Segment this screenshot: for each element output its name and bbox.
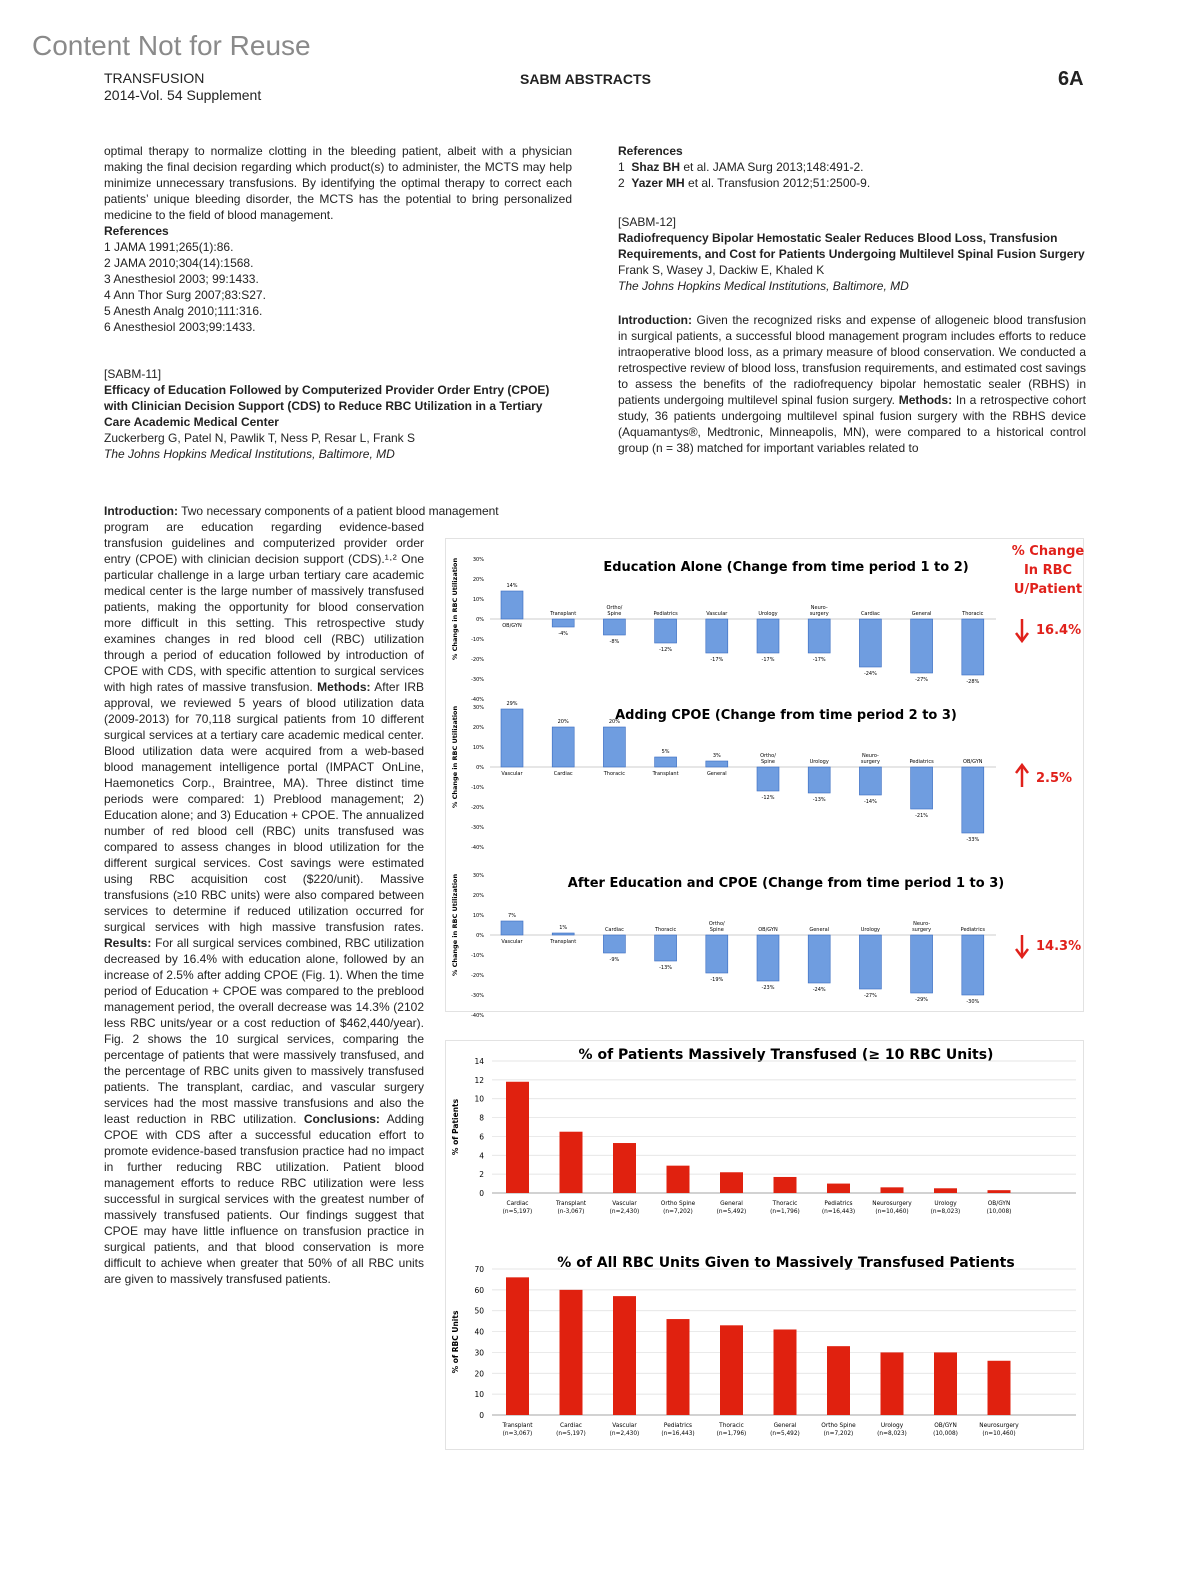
category-n-label: (10,008): [933, 1431, 958, 1437]
category-n-label: (n=7,202): [823, 1431, 854, 1437]
bar: [827, 1346, 850, 1415]
y-tick-label: -20%: [471, 805, 484, 811]
data-label: -14%: [863, 799, 877, 805]
y-tick-label: -30%: [471, 825, 484, 831]
data-label: 20%: [557, 719, 569, 725]
category-label: Cardiac: [560, 1423, 582, 1429]
category-label: Thoracic: [962, 611, 984, 617]
overall-change-label: 14.3%: [1036, 939, 1082, 954]
category-label: Vascular: [706, 611, 728, 617]
y-tick-label: 0: [479, 1411, 484, 1420]
intro-label: Introduction:: [104, 504, 178, 518]
bar: [667, 1319, 690, 1415]
y-tick-label: -20%: [471, 973, 484, 979]
y-tick-label: 12: [474, 1075, 484, 1085]
bar: [859, 767, 881, 795]
category-label: General: [720, 1201, 743, 1207]
y-axis-label: % of Patients: [451, 1098, 460, 1156]
abstract-title: Radiofrequency Bipolar Hemostatic Sealer Reduces Blood Loss, Transfusion Requirements, and Cost for Patients Undergoing Multilevel Spinal Fusion Surgery: [618, 231, 1085, 261]
arrow-up-icon: [1016, 765, 1028, 787]
bar: [774, 1329, 797, 1415]
bar: [560, 1290, 583, 1415]
bar: [706, 935, 728, 973]
category-label: Cardiac: [604, 927, 624, 933]
data-label: -27%: [915, 677, 929, 683]
chart-title: After Education and CPOE (Change from time period 1 to 3): [567, 876, 1005, 891]
category-n-label: (n=10,460): [982, 1431, 1016, 1437]
data-label: -24%: [812, 987, 826, 993]
right-column-top: [618, 143, 1086, 456]
intro-text-first: Two necessary components of a patient blood management: [177, 504, 499, 518]
figure-1-panel: [445, 538, 1085, 1019]
category-label: Thoracic: [719, 1423, 744, 1429]
abstract-body-wrapped: [104, 519, 424, 1287]
abstract-id: [SABM-12]: [618, 215, 677, 229]
y-tick-label: 6: [479, 1132, 484, 1142]
data-label: 7%: [508, 913, 516, 919]
bar: [552, 727, 574, 767]
data-label: 20%: [608, 719, 620, 725]
category-label: Transplant: [550, 611, 577, 617]
bar: [808, 619, 830, 653]
overall-change-label: 16.4%: [1036, 623, 1082, 638]
category-n-label: (n=16,443): [661, 1431, 695, 1437]
y-tick-label: 2: [479, 1170, 484, 1180]
abstract-title: Efficacy of Education Followed by Computerized Provider Order Entry (CPOE) with Clinician Decision Support (CDS) to Reduce RBC Utilization in a Tertiary Care Academic Medical Center: [104, 383, 550, 429]
category-label: Vascular: [501, 939, 523, 945]
reference-item: 4 Ann Thor Surg 2007;83:S27.: [104, 288, 266, 302]
category-label: Thoracic: [772, 1201, 798, 1207]
category-label: Urology: [934, 1201, 957, 1207]
journal-name: TRANSFUSION: [104, 70, 205, 86]
bar: [774, 1177, 797, 1193]
intro-first-line: [104, 503, 572, 519]
category-label: Ortho/: [708, 921, 725, 927]
y-tick-label: 0: [479, 1189, 484, 1198]
category-label: OB/GYN: [934, 1423, 957, 1429]
y-axis-label: % of RBC Units: [451, 1310, 460, 1374]
methods-text: After IRB approval, we reviewed 5 years of blood utilization data (2009-2013) for 70,118 surgical patients from 10 different surgical services at a tertiary care academic medical center. Blood utilization data were acquired from a web-based blood management intelligence portal (IMPACT OnLine, Haemonetics Corp., Braintree, MA). Three distinct time periods were compared: 1) Preblood management; 2) Education alone; and 3) Education + CPOE. The annualized number of red blood cell (RBC) units transfused was compared to assess changes in blood utilization for the different surgical services. Cost savings were estimated using RBC acquisition cost ($220/unit). Massive transfusions (≥10 RBC units) were also compared between services to determine if reduced utilization occurred for surgical services with high massive transfusion rates.: [104, 680, 424, 934]
category-n-label: (n=3,067): [502, 1431, 533, 1437]
abstract-id: [SABM-11]: [104, 367, 162, 381]
ref-citation: et al. Transfusion 2012;51:2500-9.: [684, 176, 871, 190]
bar: [827, 1184, 850, 1193]
category-label: Vascular: [612, 1423, 637, 1429]
legend-title-line: In RBC: [1023, 563, 1073, 578]
category-n-label: (n=2,430): [609, 1209, 640, 1215]
figure-1-chart: [446, 539, 1085, 1019]
category-label: Pediatrics: [653, 611, 678, 617]
category-n-label: (n=8,023): [877, 1431, 907, 1437]
y-tick-label: -10%: [471, 637, 484, 643]
category-n-label: (n=5,197): [556, 1431, 586, 1437]
overall-change-label: 2.5%: [1036, 771, 1073, 786]
category-label: Pediatrics: [663, 1423, 693, 1429]
bar: [808, 935, 830, 983]
y-axis-label: % Change in RBC Utilization: [451, 557, 459, 661]
data-label: -12%: [761, 795, 775, 801]
y-tick-label: 20: [474, 1369, 484, 1379]
bar: [501, 921, 523, 935]
bar: [506, 1277, 529, 1415]
category-n-label: (n=7,202): [663, 1209, 693, 1215]
data-label: -28%: [966, 679, 980, 685]
arrow-down-icon: [1016, 935, 1028, 957]
bar: [501, 591, 523, 619]
fig2-panel: [451, 1255, 1076, 1437]
bar: [881, 1187, 904, 1193]
reference-item: 2 JAMA 2010;304(14):1568.: [104, 256, 254, 270]
y-tick-label: 0%: [476, 933, 484, 939]
reference-item: [618, 159, 1086, 175]
data-label: -24%: [863, 671, 877, 677]
bar: [911, 767, 933, 809]
category-n-label: (n=5,492): [716, 1209, 747, 1215]
bar: [667, 1166, 690, 1193]
category-label: Thoracic: [654, 927, 677, 933]
abstract-authors: Frank S, Wasey J, Dackiw E, Khaled K: [618, 263, 825, 277]
bar: [757, 935, 779, 981]
bar: [655, 619, 677, 643]
bar: [962, 767, 984, 833]
y-tick-label: -40%: [471, 697, 484, 703]
category-label: OB/GYN: [758, 927, 778, 933]
bar: [706, 761, 728, 767]
category-label: Ortho/: [606, 605, 623, 611]
journal-header: [104, 70, 261, 104]
chart-title: % of Patients Massively Transfused (≥ 10 RBC Units): [578, 1047, 994, 1063]
data-label: -27%: [863, 993, 877, 999]
ref-number: 2: [618, 176, 625, 190]
y-tick-label: 30%: [472, 873, 484, 879]
y-tick-label: 10%: [472, 913, 484, 919]
bar: [911, 619, 933, 673]
chart-title: Adding CPOE (Change from time period 2 to 3): [615, 708, 957, 723]
data-label: -9%: [609, 957, 620, 963]
category-label: General: [911, 611, 932, 617]
bar: [859, 935, 881, 989]
data-label: -21%: [915, 813, 929, 819]
y-tick-label: -30%: [471, 677, 484, 683]
category-n-label: (n=1,796): [716, 1431, 747, 1437]
data-label: -30%: [966, 999, 980, 1005]
y-tick-label: 40: [474, 1327, 484, 1337]
bar: [552, 619, 574, 627]
y-tick-label: -40%: [471, 845, 484, 851]
data-label: -8%: [609, 639, 620, 645]
y-tick-label: 4: [479, 1151, 484, 1161]
figure-2-chart: [446, 1041, 1083, 1449]
bar: [552, 933, 574, 935]
category-n-label: (n=1,796): [770, 1209, 800, 1215]
category-label: General: [773, 1423, 797, 1429]
category-label: Vascular: [612, 1201, 637, 1207]
bar: [720, 1172, 743, 1193]
category-label: Ortho Spine: [821, 1423, 856, 1429]
data-label: -17%: [761, 657, 775, 663]
category-label: Cardiac: [553, 771, 573, 777]
category-label: Transplant: [555, 1201, 587, 1207]
category-n-label: (n=5,492): [770, 1431, 800, 1437]
fig1-panel: [451, 701, 1072, 851]
bar: [506, 1082, 529, 1193]
data-label: 3%: [712, 753, 721, 759]
reference-item: [618, 175, 1086, 191]
bar: [603, 619, 625, 635]
category-label: Urology: [860, 927, 881, 933]
category-label: OB/GYN: [987, 1201, 1011, 1207]
bar: [613, 1296, 636, 1415]
category-label: Transplant: [550, 939, 577, 945]
y-tick-label: 10: [474, 1094, 484, 1104]
category-label: Transplant: [502, 1423, 533, 1429]
bar: [934, 1188, 957, 1193]
data-label: 1%: [559, 925, 568, 931]
results-text: For all surgical services combined, RBC utilization decreased by 16.4% with education alone, followed by an increase of 2.5% after adding CPOE (Fig. 1). When the time period of Education + CPOE was compared to the preblood management period, the overall decrease was 14.3% (2102 less RBC units/year or a cost reduction of $462,440/year). Fig. 2 shows the 10 surgical services, comparing the percentage of patients that were massively transfused, and the percentage of RBC units given to massively transfused patients. The transplant, cardiac, and vascular surgery services had the most massive transfusions and also the least reduction in RBC utilization.: [104, 936, 424, 1126]
data-label: -17%: [710, 657, 724, 663]
y-tick-label: 20%: [472, 893, 484, 899]
y-tick-label: 8: [479, 1113, 484, 1123]
continued-paragraph: optimal therapy to normalize clotting in the bleeding patient, albeit with a physician making the final decision regarding which product(s) to administer, the MCTS may help minimize unnecessary transfusions. By identifying the optimal therapy to correct each patients’ unique bleeding disorder, the MCTS has the potential to bring personalized medicine to the field of blood management.: [104, 144, 572, 222]
references-heading: References: [618, 144, 683, 158]
category-n-label: (n=8,023): [930, 1209, 961, 1215]
legend-title-line: % Change: [1011, 544, 1085, 559]
abstract-affiliation: The Johns Hopkins Medical Institutions, Baltimore, MD: [618, 279, 909, 293]
abstract-authors: Zuckerberg G, Patel N, Pawlik T, Ness P, Resar L, Frank S: [104, 431, 416, 445]
category-label: Urology: [809, 759, 829, 765]
bar: [613, 1143, 636, 1193]
y-axis-label: % Change in RBC Utilization: [451, 873, 459, 977]
ref-citation: et al. JAMA Surg 2013;148:491-2.: [680, 160, 864, 174]
left-column-top: [104, 143, 572, 462]
y-tick-label: 30%: [472, 557, 484, 563]
chart-title: Education Alone (Change from time period 1 to 2): [603, 560, 969, 575]
category-label: Urology: [880, 1423, 904, 1429]
data-label: -29%: [915, 997, 929, 1003]
y-tick-label: 10%: [472, 597, 484, 603]
abstract-affiliation: The Johns Hopkins Medical Institutions, Baltimore, MD: [104, 447, 395, 461]
category-label: surgery: [912, 927, 932, 933]
category-label: Neurosurgery: [872, 1201, 912, 1207]
category-label: surgery: [809, 611, 829, 617]
category-n-label: (n=2,430): [609, 1431, 640, 1437]
y-tick-label: 30: [474, 1348, 484, 1358]
reference-item: 6 Anesthesiol 2003;99:1433.: [104, 320, 256, 334]
journal-volume: 2014-Vol. 54 Supplement: [104, 87, 262, 103]
reference-item: 5 Anesth Analg 2010;111:316.: [104, 304, 263, 318]
fig1-panel: [451, 557, 1081, 703]
category-label: Cardiac: [506, 1201, 529, 1207]
data-label: -23%: [761, 985, 775, 991]
bar: [603, 935, 625, 953]
y-tick-label: 20%: [472, 577, 484, 583]
methods-label: Methods:: [898, 393, 953, 407]
y-tick-label: 60: [474, 1285, 484, 1295]
ref-author: Yazer MH: [631, 176, 685, 190]
data-label: -13%: [659, 965, 673, 971]
abstract-body: [618, 312, 1086, 456]
category-label: surgery: [860, 759, 880, 765]
y-tick-label: -10%: [471, 953, 484, 959]
bar: [603, 727, 625, 767]
bar: [706, 619, 728, 653]
ref-number: 1: [618, 160, 625, 174]
data-label: 14%: [506, 583, 518, 589]
intro-text: program are education regarding evidence-based transfusion guidelines and computerized provider order entry (CPOE) with clinician decision support (CDS).¹·² One particular challenge in a large urban tertiary care academic medical center is the large number of massively transfused patients, making the opportunity for blood conservation more difficult in this setting. This retrospective study examines changes in red blood cell (RBC) utilization through a period of education followed by introduction of CPOE with CDS, with specific attention to surgical services with high rates of massive transfusion.: [104, 520, 424, 694]
category-label: Neuro-: [913, 921, 931, 927]
category-n-label: (n-3,067): [557, 1209, 585, 1215]
category-n-label: (n=16,443): [821, 1209, 856, 1215]
results-label: Results:: [104, 936, 152, 950]
figure-2-panel: [445, 1040, 1084, 1450]
category-label: Urology: [758, 611, 778, 617]
y-axis-label: % Change in RBC Utilization: [451, 705, 459, 809]
bar: [808, 767, 830, 793]
category-label: Pediatrics: [824, 1201, 853, 1207]
category-label: Transplant: [652, 771, 679, 777]
fig1-panel: [451, 873, 1081, 1019]
category-label: Neurosurgery: [979, 1423, 1019, 1429]
bar: [911, 935, 933, 993]
y-tick-label: -30%: [471, 993, 484, 999]
category-label: Thoracic: [603, 771, 626, 777]
category-label: Neuro-: [861, 753, 879, 759]
bar: [859, 619, 881, 667]
category-label: Vascular: [501, 771, 523, 777]
y-tick-label: -10%: [471, 785, 484, 791]
conclusions-text: Adding CPOE with CDS after a successful education effort to promote evidence-based transfusion practice had no impact in further reducing RBC utilization. Patient blood management efforts to reduce RBC utilization were less successful in surgical services with the greatest number of massively transfused patients. Our findings suggest that CPOE may have little influence on transfusion practice in surgical patients, and that blood conservation is more difficult to achieve when greater that 50% of all RBC units are given to massively transfused patients.: [104, 1112, 424, 1286]
data-label: 5%: [661, 749, 670, 755]
category-label: Pediatrics: [909, 759, 934, 765]
section-header: SABM ABSTRACTS: [520, 71, 651, 87]
data-label: -4%: [558, 631, 569, 637]
category-label: General: [706, 771, 727, 777]
category-label: Cardiac: [860, 611, 880, 617]
y-tick-label: -40%: [471, 1013, 484, 1019]
bar: [757, 767, 779, 791]
bar: [962, 935, 984, 995]
y-tick-label: 30%: [472, 705, 484, 711]
data-label: -33%: [966, 837, 980, 843]
intro-text: Given the recognized risks and expense of allogeneic blood transfusion in surgical patients, a successful blood management program includes efforts to reduce intraoperative blood loss, as a primary measure of blood conservation. We conducted a retrospective review of blood loss, transfusion requirements, and estimated cost savings to assess the benefits of the radiofrequency bipolar hemostatic sealer (RBHS) in patients undergoing multilevel spinal fusion surgery.: [618, 313, 1086, 407]
watermark-text: Content Not for Reuse: [32, 30, 311, 61]
bar: [720, 1325, 743, 1415]
y-tick-label: 20%: [472, 725, 484, 731]
y-tick-label: -20%: [471, 657, 484, 663]
methods-label: Methods:: [317, 680, 371, 694]
bar: [934, 1352, 957, 1415]
ref-author: Shaz BH: [631, 160, 681, 174]
category-label: Neuro-: [810, 605, 828, 611]
reference-item: 3 Anesthesiol 2003; 99:1433.: [104, 272, 259, 286]
y-tick-label: 10%: [472, 745, 484, 751]
arrow-down-icon: [1016, 619, 1028, 641]
category-label: General: [809, 927, 830, 933]
bar: [560, 1132, 583, 1193]
y-tick-label: 0%: [476, 765, 484, 771]
data-label: -13%: [812, 797, 826, 803]
category-label: OB/GYN: [963, 759, 983, 765]
y-tick-label: 10: [474, 1390, 484, 1400]
category-label: Ortho/: [760, 753, 776, 759]
bar: [988, 1361, 1011, 1415]
data-label: -17%: [812, 657, 826, 663]
category-n-label: (10,008): [986, 1209, 1012, 1215]
bar: [501, 709, 523, 767]
chart-title: % of All RBC Units Given to Massively Transfused Patients: [557, 1255, 1015, 1271]
y-tick-label: 0%: [476, 617, 484, 623]
y-tick-label: 70: [474, 1265, 484, 1274]
bar: [988, 1190, 1011, 1193]
legend-title-line: U/Patient: [1013, 582, 1083, 597]
y-tick-label: 50: [474, 1306, 484, 1316]
category-label: Spine: [761, 759, 775, 765]
data-label: 29%: [506, 701, 518, 707]
bar: [881, 1352, 904, 1415]
conclusions-label: Conclusions:: [303, 1112, 380, 1126]
page-number: 6A: [1058, 68, 1084, 90]
data-label: -19%: [710, 977, 724, 983]
bar: [655, 935, 677, 961]
category-label: Spine: [709, 927, 724, 933]
bar: [757, 619, 779, 653]
category-label: Pediatrics: [960, 927, 985, 933]
intro-label: Introduction:: [618, 313, 692, 327]
category-n-label: (n=5,197): [502, 1209, 533, 1215]
references-heading: References: [104, 224, 169, 238]
data-label: -12%: [659, 647, 673, 653]
bar: [962, 619, 984, 675]
category-label: OB/GYN: [502, 623, 522, 629]
bar: [655, 757, 677, 767]
fig2-panel: [451, 1047, 1076, 1215]
category-n-label: (n=10,460): [875, 1209, 909, 1215]
reference-item: 1 JAMA 1991;265(1):86.: [104, 240, 234, 254]
category-label: Ortho Spine: [660, 1201, 696, 1207]
category-label: Spine: [607, 611, 622, 617]
fig1-legend: [1012, 544, 1085, 597]
methods-text: In a retrospective cohort study, 36 patients undergoing multilevel spinal fusion surgery with the RBHS device (Aquamantys®, Medtronic, Minneapolis, MN), were compared to a historical control group (n = 38) matched for important variables related to: [618, 393, 1086, 455]
y-tick-label: 14: [474, 1057, 484, 1066]
